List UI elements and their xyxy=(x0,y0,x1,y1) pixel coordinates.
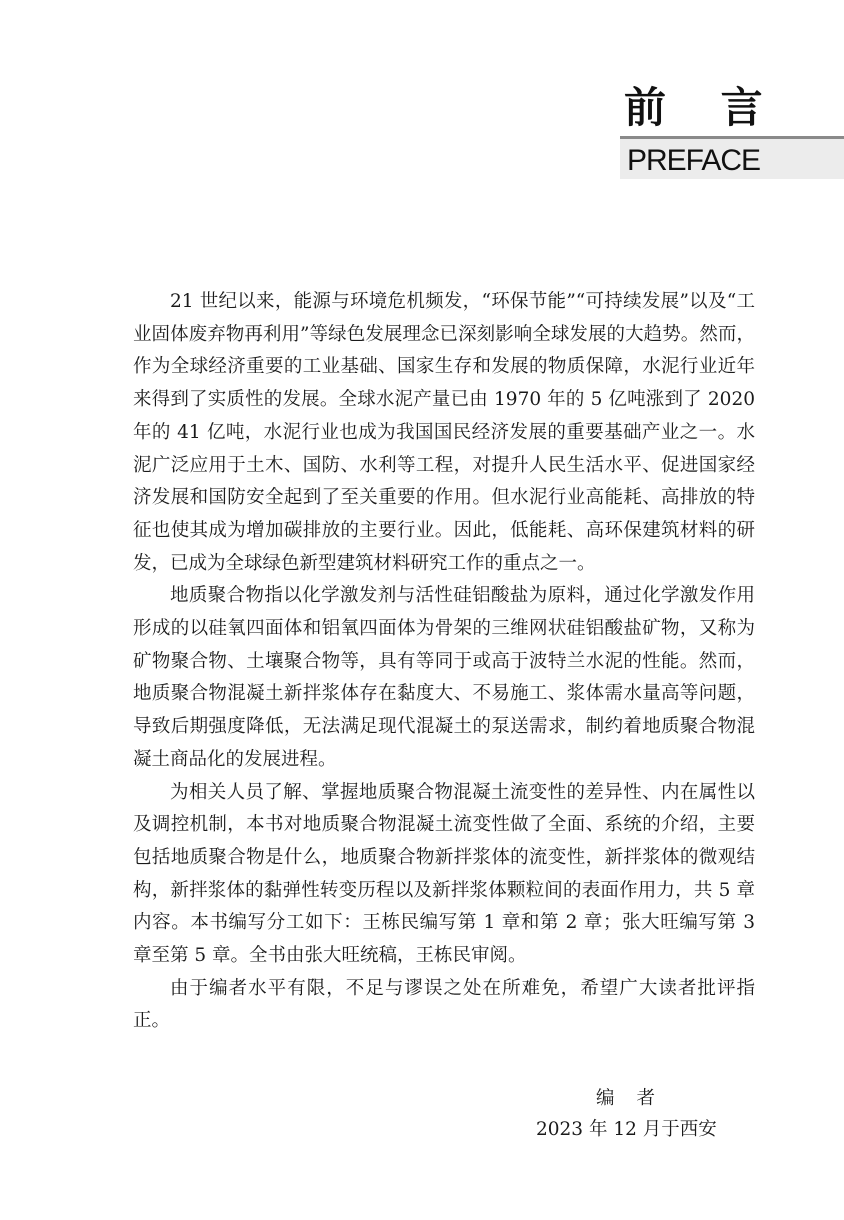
paragraph-4: 由于编者水平有限，不足与谬误之处在所难免，希望广大读者批评指正。 xyxy=(133,977,755,1032)
paragraph-2: 地质聚合物指以化学激发剂与活性硅铝酸盐为原料，通过化学激发作用形成的以硅氧四面体和铝氧四面体为骨架的三维网状硅铝酸盐矿物，又称为矿物聚合物、土壤聚合物等，具有等同于或高于波特兰水泥的性能。然而，地质聚合物混凝土新拌浆体存在黏度大、不易施工、浆体需水量高等问题，导致后期强度降低，无法满足现代混凝土的泵送需求，制约着地质聚合物混凝土商品化的发展进程。 xyxy=(133,585,755,770)
signature-author: 编者 xyxy=(596,1088,678,1109)
page-subtitle: PREFACE xyxy=(627,144,761,177)
paragraph-1: 21 世纪以来，能源与环境危机频发，“环保节能”“可持续发展”以及“工业固体废弃物再利用”等绿色发展理念已深刻影响全球发展的大趋势。然而，作为全球经济重要的工业基础、国家生存和发展的物质保障，水泥行业近年来得到了实质性的发展。全球水泥产量已由 1970 年的 5 亿吨涨到了 2020 年的 41 亿吨，水泥行业也成为我国国民经济发展的重要基础产业之一。水泥广泛应用于土木、国防、水利等工程，对提升人民生活水平、促进国家经济发展和国防安全起到了至关重要的作用。但水泥行业高能耗、高排放的特征也使其成为增加碳排放的主要行业。因此，低能耗、高环保建筑材料的研发，已成为全球绿色新型建筑材料研究工作的重点之一。 xyxy=(133,291,755,574)
signature-date: 2023 年 12 月于西安 xyxy=(536,1119,717,1140)
preface-body xyxy=(133,286,755,1038)
page-title: 前 言 xyxy=(624,83,783,132)
paragraph-3: 为相关人员了解、掌握地质聚合物混凝土流变性的差异性、内在属性以及调控机制，本书对地质聚合物混凝土流变性做了全面、系统的介绍，主要包括地质聚合物是什么，地质聚合物新拌浆体的流变性，新拌浆体的微观结构，新拌浆体的黏弹性转变历程以及新拌浆体颗粒间的表面作用力，共 5 章内容。本书编写分工如下：王栋民编写第 1 章和第 2 章；张大旺编写第 3 章至第 5 章。全书由张大旺统稿，王栋民审阅。 xyxy=(133,781,755,967)
page-header xyxy=(0,0,844,190)
